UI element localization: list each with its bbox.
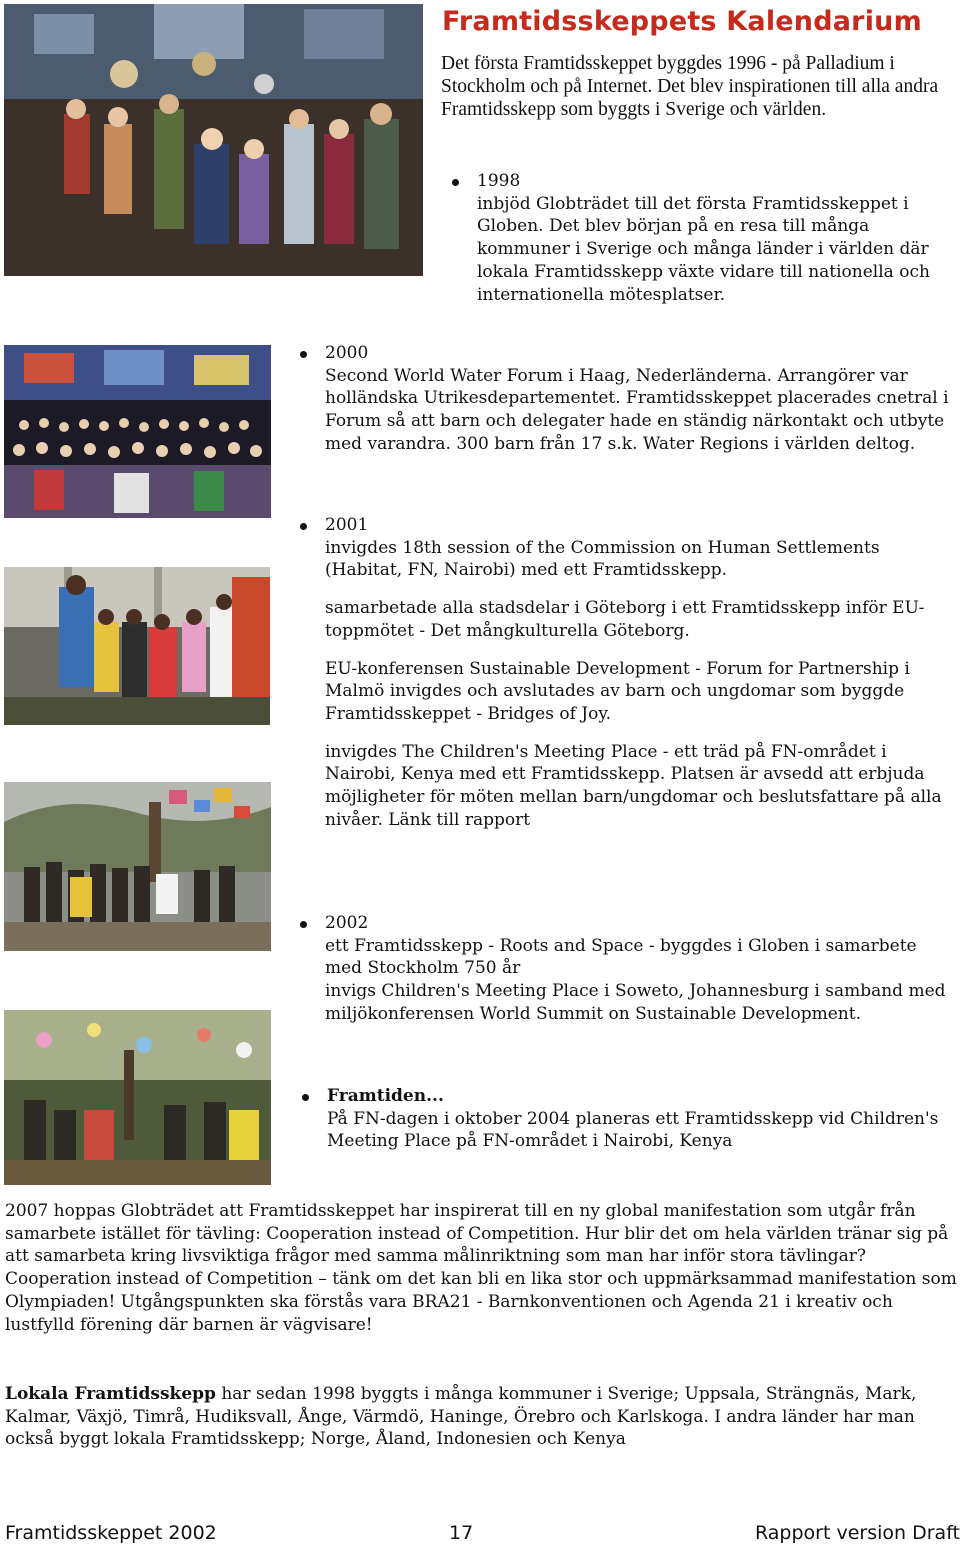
bullet-icon [300,351,307,358]
photo-habitat-nairobi [4,567,270,725]
bullet-icon [302,1094,309,1101]
item-text: På FN-dagen i oktober 2004 planeras ett Framtidsskepp vid Children's Meeting Place på FN-området i Nairobi, Kenya [327,1108,939,1152]
year-label: 2002 [325,913,369,933]
photo-soweto-meeting [4,1010,271,1185]
future-heading: Framtiden... [327,1086,444,1106]
item-text: ett Framtidsskepp - Roots and Space - byggdes i Globen i samarbete med Stockholm 750 år [325,935,917,979]
photo-water-forum-group [4,345,271,518]
bullet-icon [452,179,459,186]
local-text: har sedan 1998 byggts i många kommuner i Sverige; Uppsala, Strängnäs, Mark, Kalmar, Växjö, Timrå, Hudiksvall, Ånge, Värmdö, Haninge, Örebro och Karlskoga. I andra länder har man också byggt lokala Framtidsskepp; Norge, Åland, Indonesien och Kenya [5,1384,917,1450]
paragraph-text: 2007 hoppas Globträdet att Framtidsskeppet har inspirerat till en ny global manifestation som utgår från samarbete istället för tävling: Cooperation instead of Competition. Hur blir det om hela världen tränar sig på att samarbeta kring livsviktiga frågor med samma målinriktning som man har inför stora tävlingar? Cooperation instead of Competition – tänk om det kan bli en lika stor och uppmärksammad manifestation som Olympiaden! Utgångspunkten ska förstås vara BRA21 - Barnkonventionen och Agenda 21 i kreativ och lustfylld förening där barnen är vägvisare! [5,1201,957,1335]
timeline-item-2002 [325,912,957,1026]
local-lead: Lokala Framtidsskepp [5,1384,216,1404]
timeline-item-1998 [477,170,947,306]
item-text: Second World Water Forum i Haag, Nederländerna. Arrangörer var holländska Utrikesdepartementet. Framtidsskeppet placerades cnetral i Forum så att barn och delegater hade en ständig närkontakt och utbyte med varandra. 300 barn från 17 s.k. Water Regions i världen deltog. [325,365,949,454]
year-label: 2000 [325,343,369,363]
item-text: samarbetade alla stadsdelar i Göteborg i ett Framtidsskepp inför EU-toppmötet - Det mångkulturella Göteborg. [325,598,925,641]
footer-left: Framtidsskeppet 2002 [5,1522,217,1544]
timeline-item-2001 [325,514,957,831]
timeline-item-future [327,1085,947,1153]
timeline-item-2000 [325,342,955,456]
bullet-icon [300,921,307,928]
page-title: Framtidsskeppets Kalendarium [442,6,922,37]
item-text: invigs Children's Meeting Place i Soweto, Johannesburg i samband med miljökonferensen World Summit on Sustainable Development. [325,981,946,1024]
year-label: 1998 [477,171,521,191]
item-text: invigdes 18th session of the Commission on Human Settlements (Habitat, FN, Nairobi) med ett Framtidsskepp. [325,537,880,581]
year-label: 2001 [325,515,369,535]
footer-right: Rapport version Draft [755,1522,960,1544]
footer-page-number: 17 [449,1522,474,1544]
photo-palladium-crowd [4,4,423,276]
item-text: invigdes The Children's Meeting Place - ett träd på FN-området i Nairobi, Kenya med ett Framtidsskepp. Platsen är avsedd att erbjuda möjligheter för möten mellan barn/ungdomar och beslutsfattare på alla nivåer. Länk till rapport [325,741,942,830]
photo-childrens-meeting-place-tree [4,782,271,951]
intro-text: Det första Framtidsskeppet byggdes 1996 - på Palladium i Stockholm och på Internet. Det blev inspirationen till alla andra Framtidsskepp som byggts i Sverige och världen. [441,53,939,120]
bullet-icon [300,523,307,530]
item-text: inbjöd Globträdet till det första Framtidsskeppet i Globen. Det blev början på en resa till många kommuner i Sverige och många länder i världen där lokala Framtidsskepp växte vidare till nationella och internationella mötesplatser. [477,193,930,305]
paragraph-local-ships [5,1383,957,1451]
item-text: EU-konferensen Sustainable Development - Forum for Partnership i Malmö invigdes och avslutades av barn och ungdomar som byggde Framtidsskeppet - Bridges of Joy. [325,658,910,724]
paragraph-2007 [5,1200,957,1336]
